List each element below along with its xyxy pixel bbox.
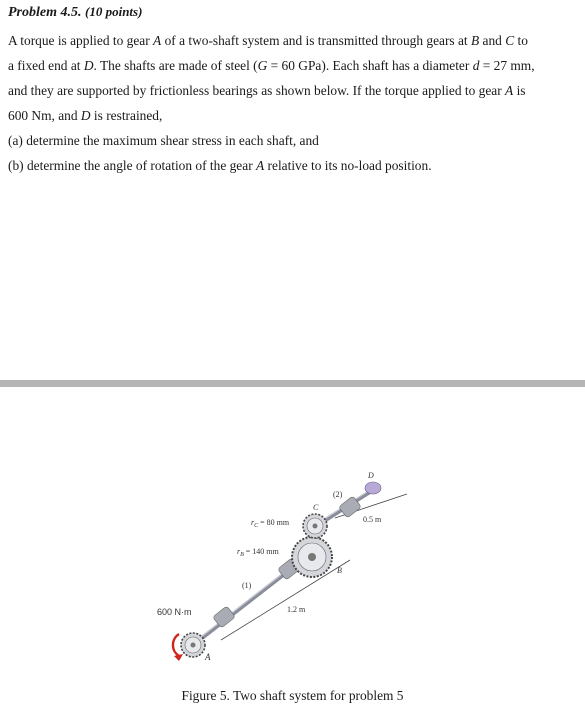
text-run: (a) determine the maximum shear stress in each shaft, and	[8, 133, 319, 148]
text-run: = 60 GPa). Each shaft has a diameter	[267, 58, 473, 73]
length-1-label: 1.2 m	[287, 605, 306, 614]
section-divider	[0, 380, 585, 387]
radius-c-label: $r_C = 80$ mm	[251, 518, 290, 529]
problem-line	[8, 28, 578, 53]
problem-body	[8, 28, 578, 178]
gear-a-label: A	[205, 652, 211, 662]
text-run: = 27 mm,	[479, 58, 535, 73]
torque-label: 600 N·m	[157, 607, 192, 617]
text-run: . The shafts are made of steel (	[93, 58, 258, 73]
text-run: a fixed end at	[8, 58, 84, 73]
text-run: A torque is applied to gear	[8, 33, 154, 48]
end-d-label: D	[368, 471, 374, 480]
problem-number: Problem 4.5.	[8, 5, 82, 20]
two-shaft-figure	[145, 470, 435, 670]
problem-line	[8, 78, 578, 103]
text-run: and	[479, 33, 506, 48]
fixed-end-d	[365, 482, 381, 494]
length-2-label: 0.5 m	[363, 515, 382, 524]
torque-arrow	[173, 634, 179, 656]
variable: B	[471, 33, 480, 48]
variable: A	[256, 158, 265, 173]
text-run: relative to its no-load position.	[264, 158, 432, 173]
gear-b-label: B	[337, 566, 342, 575]
torque-arrowhead	[174, 654, 183, 661]
problem-points: (10 points)	[85, 4, 143, 19]
gear-shaft-illustration	[145, 470, 435, 670]
variable: d	[472, 58, 480, 73]
variable: A	[153, 33, 162, 48]
text-run: to	[514, 33, 528, 48]
text-run: (b) determine the angle of rotation of the gear	[8, 158, 256, 173]
problem-line	[8, 103, 578, 128]
text-run: 600 Nm, and	[8, 108, 81, 123]
text-run: and they are supported by frictionless bearings as shown below. If the torque applied to gear	[8, 83, 506, 98]
text-run: is	[513, 83, 526, 98]
shaft-1-label: (1)	[242, 581, 252, 590]
gear-c-label: C	[313, 503, 319, 512]
variable: C	[505, 33, 515, 48]
variable: D	[80, 108, 91, 123]
problem-title	[8, 4, 578, 22]
gear-a	[181, 633, 205, 657]
radius-b-label: $r_B = 140$ mm	[237, 547, 279, 558]
problem-statement	[8, 4, 578, 178]
variable: D	[83, 58, 94, 73]
problem-line	[8, 153, 578, 178]
problem-line	[8, 53, 578, 78]
variable: A	[505, 83, 514, 98]
text-run: is restrained,	[90, 108, 163, 123]
problem-line	[8, 128, 578, 153]
figure-caption: Figure 5. Two shaft system for problem 5	[181, 688, 404, 703]
gear-c	[303, 514, 327, 538]
gear-b	[292, 537, 332, 577]
text-run: of a two-shaft system and is transmitted through gears at	[161, 33, 471, 48]
shaft-2-label: (2)	[333, 490, 343, 499]
variable: G	[257, 58, 268, 73]
